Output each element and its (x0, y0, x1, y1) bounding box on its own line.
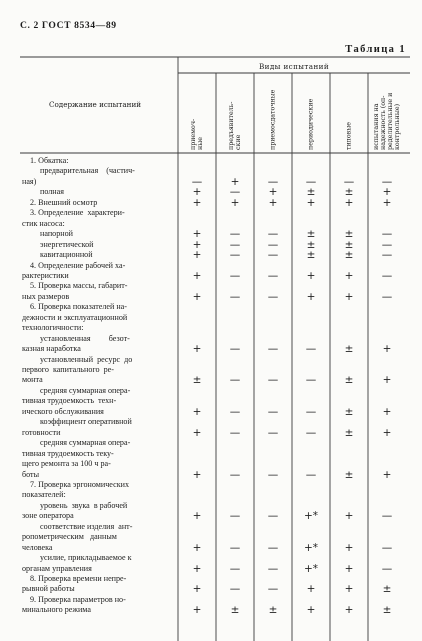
table-cell-mark: — (267, 290, 279, 303)
table-cell-mark: — (229, 269, 241, 282)
table-cell-mark: — (305, 175, 317, 188)
table-cell-mark: — (305, 374, 317, 387)
row-label: усилие, прикладываемое к (40, 553, 132, 563)
table-cell-mark: + (192, 405, 202, 418)
table-cell-mark: — (267, 541, 279, 554)
table-cell-mark: — (229, 290, 241, 303)
table-cell-mark: — (267, 238, 279, 251)
table-cell-mark: + (192, 290, 202, 303)
table-cell-mark: + (192, 249, 202, 262)
column-header-label: периодические (307, 98, 315, 150)
table-cell-mark: + (382, 186, 392, 199)
table-cell-mark: + (192, 196, 202, 209)
row-label: монта (22, 375, 43, 385)
column-header-label: типовые (345, 122, 353, 150)
row-label: рактеристики (22, 270, 69, 280)
row-label: установленный ресурс до (40, 354, 133, 364)
column-header-label: испытания на надежность (оп- ределительные и контрольные) (373, 92, 401, 150)
table-cell-mark: — (267, 405, 279, 418)
table-cell-mark: — (381, 510, 393, 523)
table-cell-mark: — (267, 583, 279, 596)
table-cell-mark: ± (344, 405, 354, 418)
row-label: казная наработка (22, 344, 81, 354)
table-cell-mark: ± (306, 249, 316, 262)
table-cell-mark: + (268, 186, 278, 199)
row-label: кавитационной (40, 250, 93, 260)
table-cell-mark: ± (382, 583, 392, 596)
table-cell-mark: + (192, 186, 202, 199)
table-cell-mark: — (229, 238, 241, 251)
table-cell-mark: — (229, 426, 241, 439)
table-cell-mark: — (381, 249, 393, 262)
table-cell-mark: +* (303, 510, 319, 523)
table-cell-mark: — (267, 374, 279, 387)
row-label: 5. Проверка массы, габарит- (30, 281, 128, 291)
row-label: 4. Определение рабочей ха- (30, 260, 126, 270)
table-cell-mark: + (382, 343, 392, 356)
table-cell-mark: — (267, 510, 279, 523)
table-cell-mark: + (192, 562, 202, 575)
table-cell-mark: + (344, 510, 354, 523)
table-cell-mark: ± (306, 186, 316, 199)
row-label: 7. Проверка эргономических (30, 479, 130, 489)
table-cell-mark: + (306, 583, 316, 596)
row-label: напорной (40, 229, 73, 239)
row-label: готовности (22, 427, 61, 437)
table-cell-mark: +* (303, 541, 319, 554)
table-cell-mark: ± (344, 374, 354, 387)
table-cell-mark: — (267, 562, 279, 575)
row-label: уровень звука в рабочей (40, 500, 128, 510)
row-label: энергетической (40, 239, 94, 249)
row-label: коэффициент оперативной (40, 417, 132, 427)
table-cell-mark: — (229, 468, 241, 481)
row-label: показателей: (22, 490, 66, 500)
row-label: боты (22, 469, 40, 479)
row-label: рывной работы (22, 584, 75, 594)
table-cell-mark: + (382, 405, 392, 418)
row-label: дежности и эксплуатационной (22, 312, 128, 322)
table-cell-mark: — (343, 175, 355, 188)
row-label: средняя суммарная опера- (40, 438, 131, 448)
table-cell-mark: ± (344, 426, 354, 439)
table-cell-mark: — (381, 175, 393, 188)
row-label: 9. Проверка параметров но- (30, 594, 126, 604)
table-cell-mark: — (229, 374, 241, 387)
table-cell-mark: — (267, 269, 279, 282)
table-cell-mark: + (192, 604, 202, 617)
row-label: ического обслуживания (22, 406, 104, 416)
table-cell-mark: — (267, 249, 279, 262)
table-cell-mark: — (267, 228, 279, 241)
table-cell-mark: — (305, 343, 317, 356)
row-label: средняя суммарная опера- (40, 385, 131, 395)
table-cell-mark: — (229, 186, 241, 199)
row-label: 3. Определение характери- (30, 208, 125, 218)
table-cell-mark: + (382, 196, 392, 209)
table-cell-mark: ± (192, 374, 202, 387)
row-label: ных размеров (22, 291, 70, 301)
table-cell-mark: + (344, 269, 354, 282)
column-header-label: приемоч- ные (190, 118, 204, 150)
table-cell-mark: + (306, 196, 316, 209)
table-cell-mark: — (191, 175, 203, 188)
row-label: стик насоса: (22, 218, 65, 228)
table-cell-mark: + (344, 604, 354, 617)
table-cell-mark: + (344, 541, 354, 554)
table-cell-mark: + (192, 468, 202, 481)
table-cell-mark: ± (344, 249, 354, 262)
table-title: Таблица 1 (345, 44, 406, 55)
table-cell-mark: — (229, 343, 241, 356)
row-label: человека (22, 542, 53, 552)
table-cell-mark: ± (306, 228, 316, 241)
table-cell-mark: + (382, 426, 392, 439)
table-cell-mark: — (229, 510, 241, 523)
row-label: соответствие изделия ант- (40, 521, 133, 531)
row-label: полная (40, 187, 64, 197)
table-cell-mark: + (192, 583, 202, 596)
row-label: тивная трудоемкость техн- (22, 396, 117, 406)
table-cell-mark: + (306, 290, 316, 303)
table-cell-mark: + (306, 269, 316, 282)
column-header (330, 76, 368, 152)
table-cell-mark: — (381, 238, 393, 251)
table-cell-mark: + (192, 269, 202, 282)
table-row-header: Содержание испытаний (48, 100, 142, 109)
table-cell-mark: ± (230, 604, 240, 617)
table-cell-mark: — (267, 343, 279, 356)
table-cell-mark: — (381, 562, 393, 575)
column-header (216, 76, 254, 152)
table-cell-mark: ± (344, 228, 354, 241)
table-cell-mark: — (229, 249, 241, 262)
row-label: щего ремонта за 100 ч ра- (22, 459, 111, 469)
table-cell-mark: ± (344, 343, 354, 356)
table-cell-mark: ± (306, 238, 316, 251)
row-label: 8. Проверка времени непре- (30, 574, 127, 583)
table-cell-mark: + (268, 196, 278, 209)
row-label: тивная трудоемкость теку- (22, 448, 114, 458)
table-group-title: Виды испытаний (258, 62, 330, 71)
row-label: первого капитального ре- (22, 365, 114, 374)
table-cell-mark: — (305, 468, 317, 481)
row-label: технологичности: (22, 323, 84, 333)
column-header (292, 76, 330, 152)
table-cell-mark: + (192, 343, 202, 356)
column-header (178, 76, 216, 152)
table-cell-mark: — (381, 541, 393, 554)
table-cell-mark: — (267, 426, 279, 439)
table-cell-mark: ± (344, 238, 354, 251)
table-cell-mark: — (229, 562, 241, 575)
table-cell-mark: + (192, 426, 202, 439)
table-cell-mark: — (381, 290, 393, 303)
row-label: ропометрическим данным (22, 532, 117, 542)
table-cell-mark: ± (344, 186, 354, 199)
row-label: органам управления (22, 563, 92, 573)
table-cell-mark: +* (303, 562, 319, 575)
table-cell-mark: + (306, 604, 316, 617)
table-cell-mark: — (267, 468, 279, 481)
table-cell-mark: ± (344, 468, 354, 481)
table-cell-mark: + (192, 541, 202, 554)
table-cell-mark: — (229, 541, 241, 554)
table-cell-mark: ± (382, 604, 392, 617)
table-cell-mark: + (382, 468, 392, 481)
table-cell-mark: + (344, 196, 354, 209)
table-cell-mark: + (344, 290, 354, 303)
row-label: предварительная (частич- (40, 166, 135, 176)
table-cell-mark: — (229, 583, 241, 596)
table-cell-mark: + (230, 175, 240, 188)
column-header (368, 76, 406, 152)
table-cell-mark: + (192, 238, 202, 251)
table-cell-mark: — (381, 269, 393, 282)
row-label: 2. Внешний осмотр (30, 197, 98, 207)
row-label: установленная безот- (40, 333, 130, 343)
column-header-label: приемосдаточные (269, 89, 277, 150)
table-cell-mark: — (229, 405, 241, 418)
table-cell-mark: + (344, 562, 354, 575)
table-cell-mark: — (381, 228, 393, 241)
table-cell-mark: + (230, 196, 240, 209)
table-cell-mark: + (192, 510, 202, 523)
row-label: 1. Обкатка: (30, 156, 69, 165)
row-label: минального режима (22, 605, 91, 615)
page-header: С. 2 ГОСТ 8534—89 (20, 20, 117, 31)
table-cell-mark: — (305, 426, 317, 439)
column-header-label: предъявитель- ские (228, 101, 242, 150)
table-cell-mark: — (305, 405, 317, 418)
column-header (254, 76, 292, 152)
table-cell-mark: + (344, 583, 354, 596)
table-cell-mark: — (229, 228, 241, 241)
table-cell-mark: + (382, 374, 392, 387)
row-label: ная) (22, 176, 37, 186)
row-label: 6. Проверка показателей на- (30, 302, 127, 312)
table-cell-mark: + (192, 228, 202, 241)
row-label: зоне оператора (22, 511, 74, 521)
table-cell-mark: — (267, 175, 279, 188)
table-cell-mark: ± (268, 604, 278, 617)
